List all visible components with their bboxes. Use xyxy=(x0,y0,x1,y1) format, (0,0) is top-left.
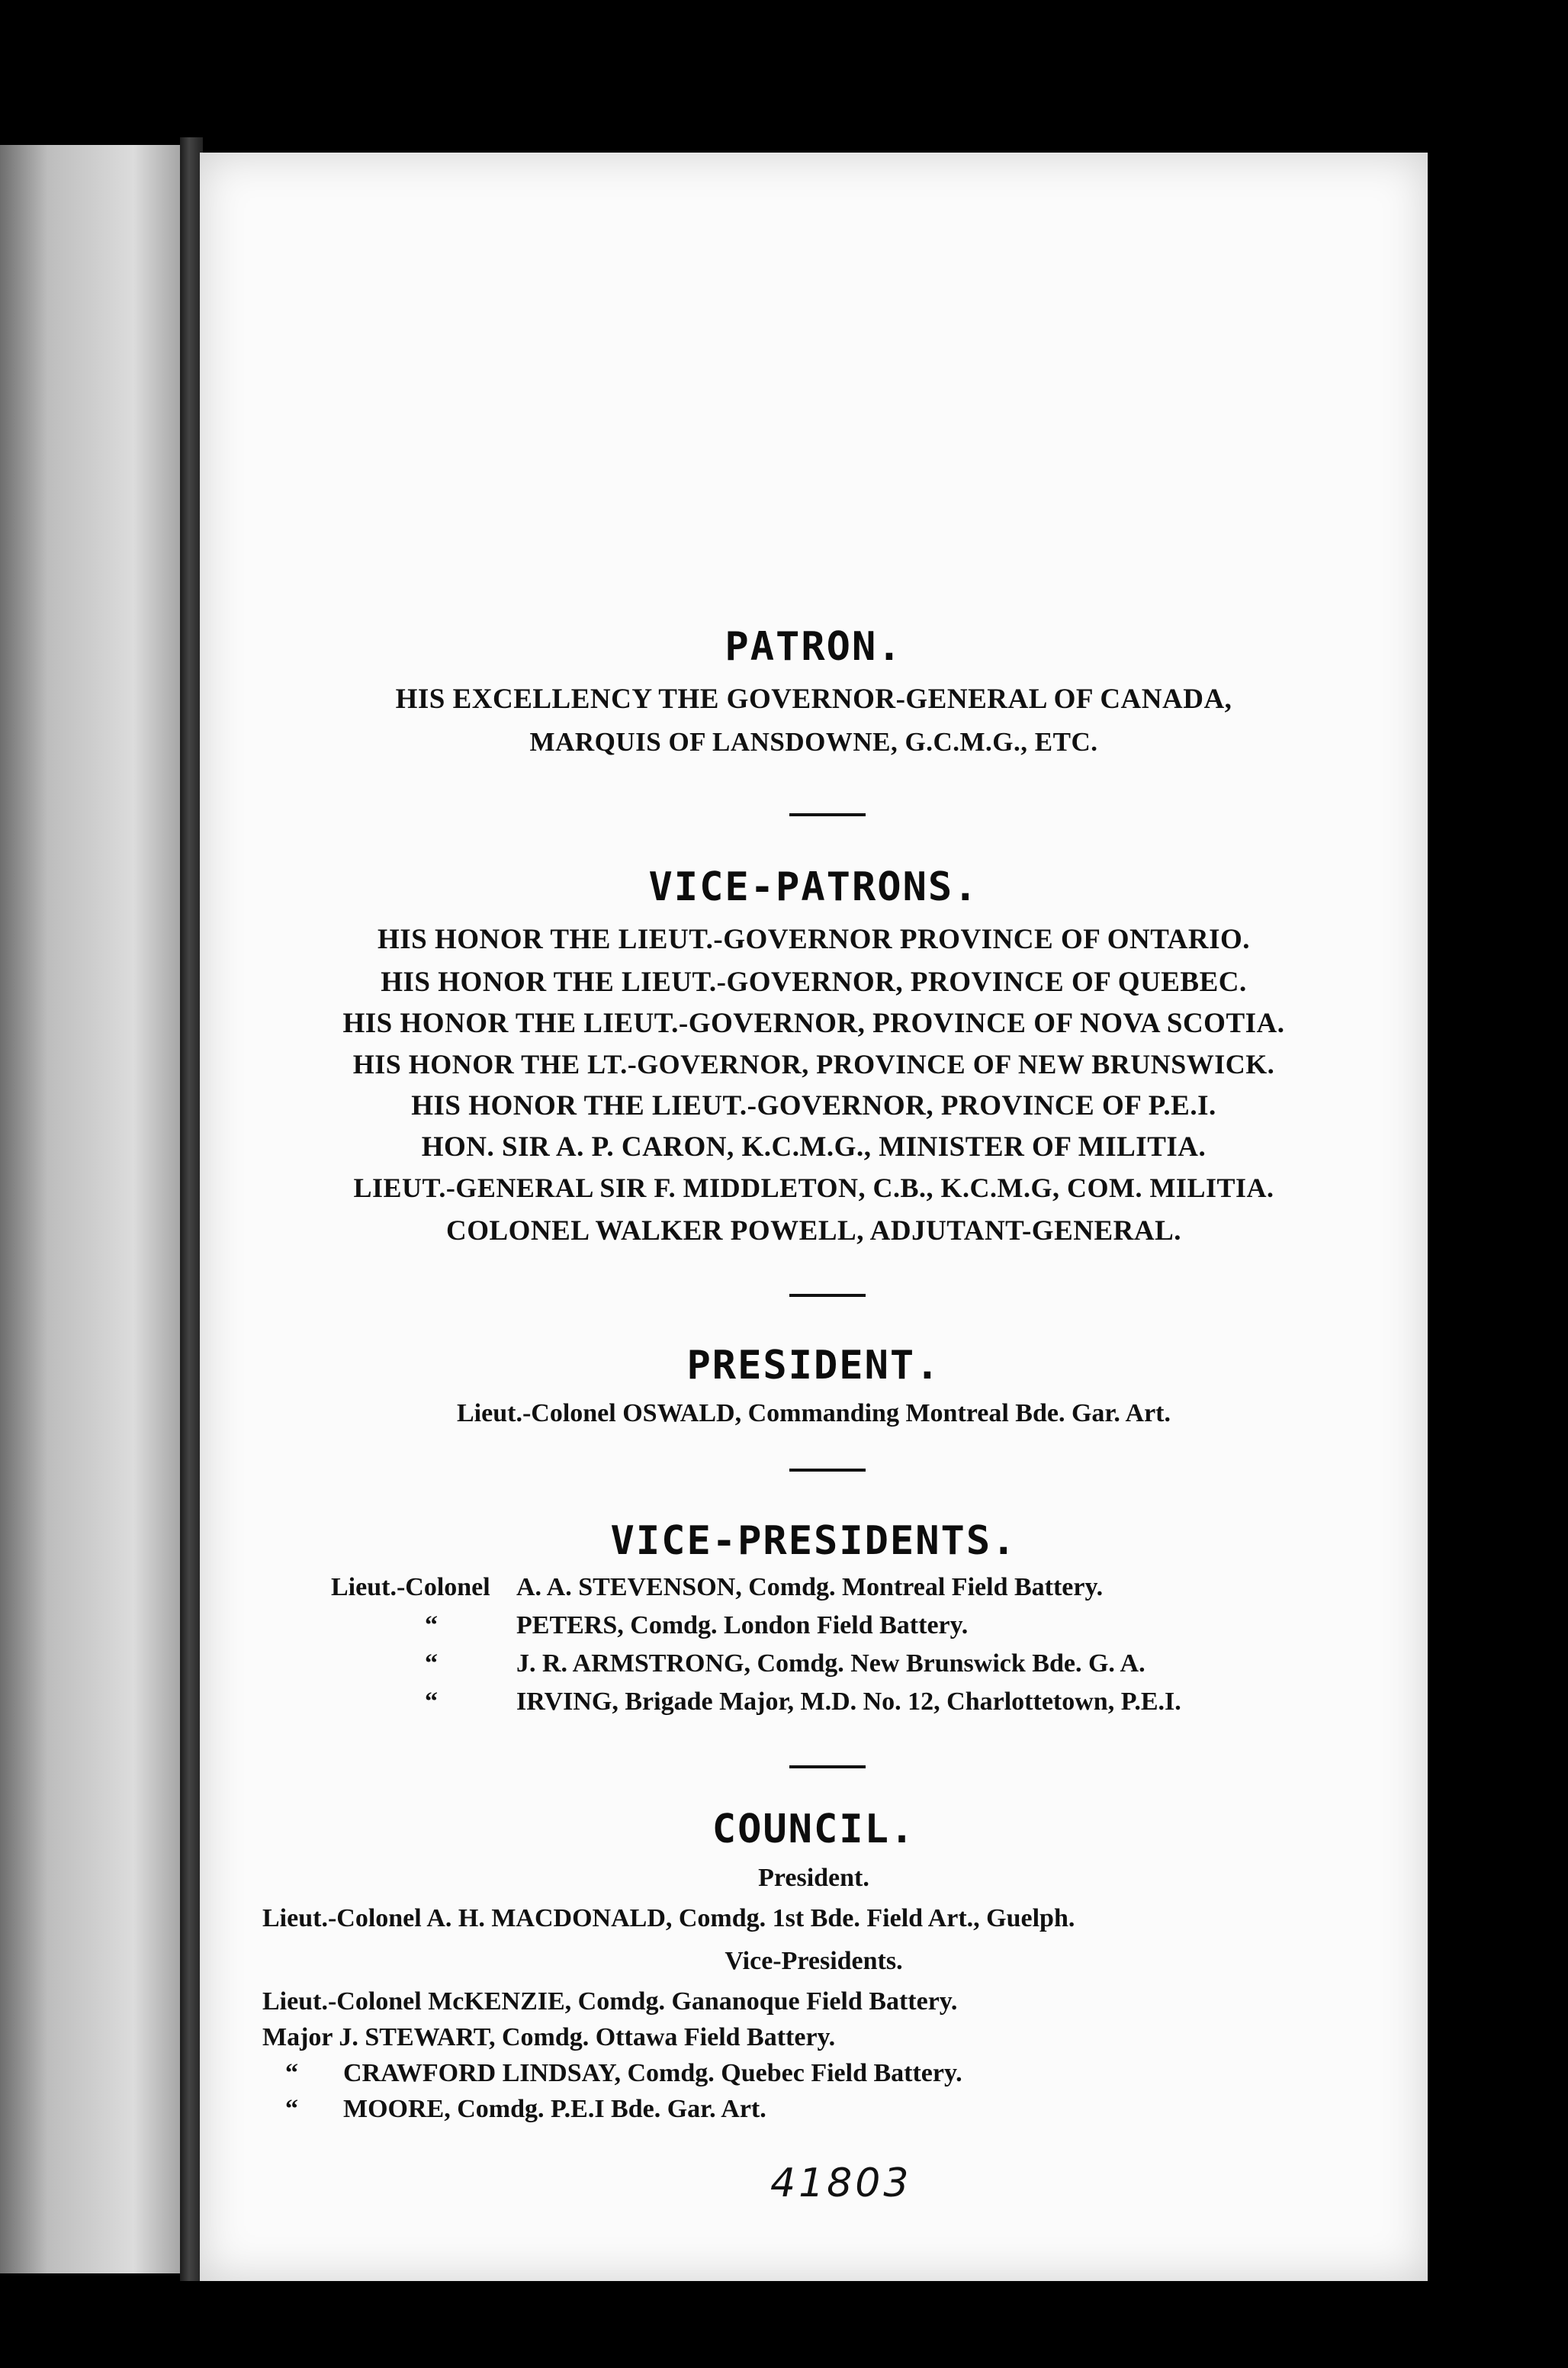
vice-patron-line: COLONEL WALKER POWELL, ADJUTANT-GENERAL. xyxy=(445,1215,1182,1247)
vice-patron-line: LIEUT.-GENERAL SIR F. MIDDLETON, C.B., K.C.M.G, COM. MILITIA. xyxy=(353,1173,1274,1203)
page-content xyxy=(200,153,1428,2281)
patron-line-2: MARQUIS OF LANSDOWNE, G.C.M.G., ETC. xyxy=(529,727,1098,757)
council-vp-line: CRAWFORD LINDSAY, Comdg. Quebec Field Battery. xyxy=(343,2059,962,2087)
vice-patrons-heading: VICE-PATRONS. xyxy=(648,864,979,910)
council-vp-line: Lieut.-Colonel McKENZIE, Comdg. Gananoque Field Battery. xyxy=(262,1987,958,2016)
section-divider xyxy=(789,813,866,816)
vice-patron-line: HON. SIR A. P. CARON, K.C.M.G., MINISTER OF MILITIA. xyxy=(421,1131,1207,1163)
ditto-mark: “ xyxy=(425,1688,438,1716)
patron-line-1: HIS EXCELLENCY THE GOVERNOR-GENERAL OF CANADA, xyxy=(395,684,1232,715)
section-divider xyxy=(789,1765,866,1768)
vice-patron-line: HIS HONOR THE LIEUT.-GOVERNOR, PROVINCE OF P.E.I. xyxy=(411,1090,1216,1121)
vice-patron-line: HIS HONOR THE LIEUT.-GOVERNOR, PROVINCE OF QUEBEC. xyxy=(381,967,1247,998)
vice-president-entry: J. R. ARMSTRONG, Comdg. New Brunswick Bde. G. A. xyxy=(516,1649,1145,1678)
vice-president-entry: PETERS, Comdg. London Field Battery. xyxy=(516,1611,969,1639)
council-vp-label: Vice-Presidents. xyxy=(725,1947,903,1975)
section-divider xyxy=(789,1294,866,1297)
president-heading: PRESIDENT. xyxy=(686,1343,941,1388)
patron-heading: PATRON. xyxy=(725,624,903,670)
vice-patron-line: HIS HONOR THE LIEUT.-GOVERNOR, PROVINCE OF NOVA SCOTIA. xyxy=(342,1008,1285,1039)
ditto-mark: “ xyxy=(285,2095,298,2123)
council-president-line: Lieut.-Colonel A. H. MACDONALD, Comdg. 1st Bde. Field Art., Guelph. xyxy=(262,1904,1075,1932)
vice-patron-line: HIS HONOR THE LT.-GOVERNOR, PROVINCE OF NEW BRUNSWICK. xyxy=(352,1049,1275,1079)
ditto-mark: “ xyxy=(425,1649,438,1678)
council-vp-line: MOORE, Comdg. P.E.I Bde. Gar. Art. xyxy=(343,2095,766,2123)
council-heading: COUNCIL. xyxy=(712,1807,916,1852)
vice-president-entry: IRVING, Brigade Major, M.D. No. 12, Charlottetown, P.E.I. xyxy=(516,1688,1181,1716)
vice-patron-line: HIS HONOR THE LIEUT.-GOVERNOR PROVINCE OF ONTARIO. xyxy=(377,924,1251,955)
handwritten-number: 41803 xyxy=(770,2160,912,2206)
vice-president-entry: A. A. STEVENSON, Comdg. Montreal Field Battery. xyxy=(516,1573,1104,1601)
vice-president-rank: Lieut.-Colonel xyxy=(331,1573,490,1601)
ditto-mark: “ xyxy=(425,1611,438,1639)
council-president-label: President. xyxy=(758,1864,869,1892)
ditto-mark: “ xyxy=(285,2059,298,2087)
vice-presidents-heading: VICE-PRESIDENTS. xyxy=(610,1518,1017,1564)
section-divider xyxy=(789,1469,866,1472)
facing-page-edge xyxy=(0,145,191,2273)
president-line: Lieut.-Colonel OSWALD, Commanding Montreal Bde. Gar. Art. xyxy=(457,1399,1171,1427)
council-vp-line: Major J. STEWART, Comdg. Ottawa Field Battery. xyxy=(262,2023,836,2051)
